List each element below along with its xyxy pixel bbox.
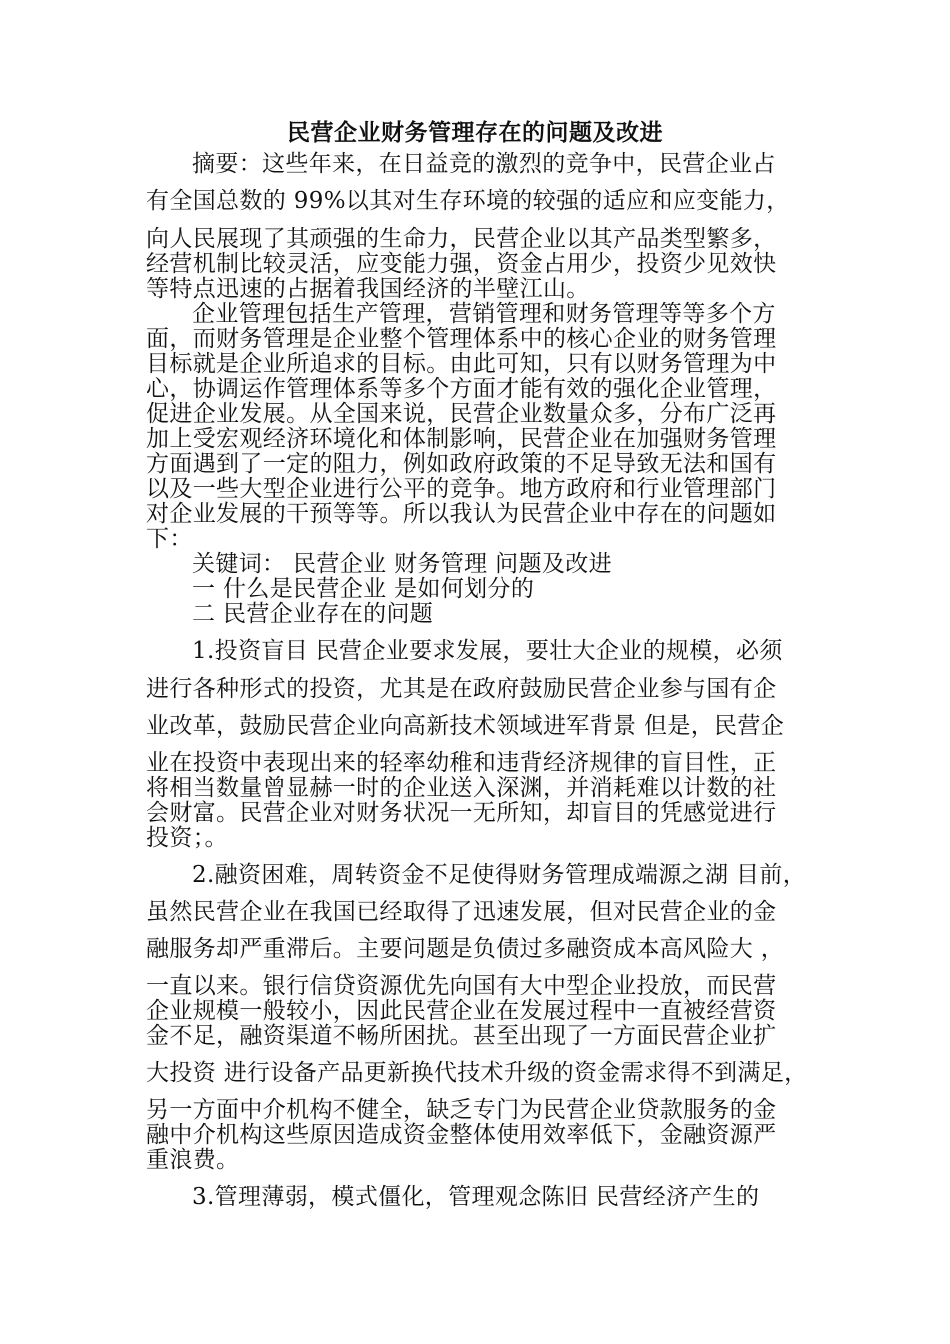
- text-line: 下：: [146, 526, 193, 552]
- text-line: 融服务却严重滞后。主要问题是负债过多融资成本高风险大 ，: [146, 936, 785, 962]
- text-line: 将相当数量曾显赫一时的企业送入深渊，并消耗难以计数的社: [146, 775, 777, 801]
- section-heading: 二 民营企业存在的问题: [192, 601, 434, 627]
- text-line: 2.融资困难，周转资金不足使得财务管理成端源之湖 目前，: [192, 862, 807, 888]
- text-line: 1.投资盲目 民营企业要求发展，要壮大企业的规模，必须: [192, 638, 783, 664]
- text-line: 向人民展现了其顽强的生命力，民营企业以其产品类型繁多，: [146, 226, 777, 252]
- text-line: 等特点迅速的占据着我国经济的半壁江山。: [146, 276, 590, 302]
- text-line: 面，而财务管理是企业整个管理体系中的核心企业的财务管理: [146, 326, 777, 352]
- text-line: 促进企业发展。从全国来说，民营企业数量众多，分布广泛再: [146, 401, 777, 427]
- text-line: 方面遇到了一定的阻力，例如政府政策的不足导致无法和国有: [146, 451, 777, 477]
- text-line: 一直以来。银行信贷资源优先向国有大中型企业投放，而民营: [146, 973, 777, 999]
- text-line: 投资；。: [146, 825, 228, 851]
- section-heading: 一 什么是民营企业 是如何划分的: [192, 576, 535, 602]
- text-line: 有全国总数的 99%以其对生存环境的较强的适应和应变能力，: [146, 188, 790, 214]
- text-line: 目标就是企业所追求的目标。由此可知，只有以财务管理为中: [146, 351, 777, 377]
- text-line: 会财富。民营企业对财务状况一无所知，却盲目的凭感觉进行: [146, 800, 777, 826]
- text-line: 进行各种形式的投资，尤其是在政府鼓励民营企业参与国有企: [146, 676, 777, 702]
- text-line: 企业管理包括生产管理，营销管理和财务管理等等多个方: [192, 301, 776, 327]
- text-line: 虽然民营企业在我国已经取得了迅速发展，但对民营企业的金: [146, 899, 777, 925]
- text-line: 业在投资中表现出来的轻率幼稚和违背经济规律的盲目性，正: [146, 750, 777, 776]
- text-line: 金不足，融资渠道不畅所困扰。甚至出现了一方面民营企业扩: [146, 1023, 777, 1049]
- keywords-line: 关键词： 民营企业 财务管理 问题及改进: [192, 551, 612, 577]
- text-line: 业改革，鼓励民营企业向高新技术领域进军背景 但是，民营企: [146, 713, 785, 739]
- text-line: 另一方面中介机构不健全，缺乏专门为民营企业贷款服务的金: [146, 1097, 777, 1123]
- text-line: 摘要：这些年来，在日益竞的激烈的竞争中，民营企业占: [192, 151, 776, 177]
- text-line: 企业规模一般较小，因此民营企业在发展过程中一直被经营资: [146, 998, 777, 1024]
- text-line: 经营机制比较灵活，应变能力强，资金占用少，投资少见效快: [146, 251, 777, 277]
- document-title: 民营企业财务管理存在的问题及改进: [287, 119, 663, 146]
- text-line: 重浪费。: [146, 1147, 240, 1173]
- text-line: 加上受宏观经济环境化和体制影响，民营企业在加强财务管理: [146, 426, 777, 452]
- text-line: 3.管理薄弱，模式僵化，管理观念陈旧 民营经济产生的: [192, 1184, 760, 1210]
- text-line: 融中介机构这些原因造成资金整体使用效率低下，金融资源严: [146, 1122, 777, 1148]
- text-line: 心，协调运作管理体系等多个方面才能有效的强化企业管理，: [146, 376, 777, 402]
- text-line: 以及一些大型企业进行公平的竞争。地方政府和行业管理部门: [146, 476, 777, 502]
- text-line: 对企业发展的干预等等。所以我认为民营企业中存在的问题如: [146, 501, 777, 527]
- text-line: 大投资 进行设备产品更新换代技术升级的资金需求得不到满足，: [146, 1060, 808, 1086]
